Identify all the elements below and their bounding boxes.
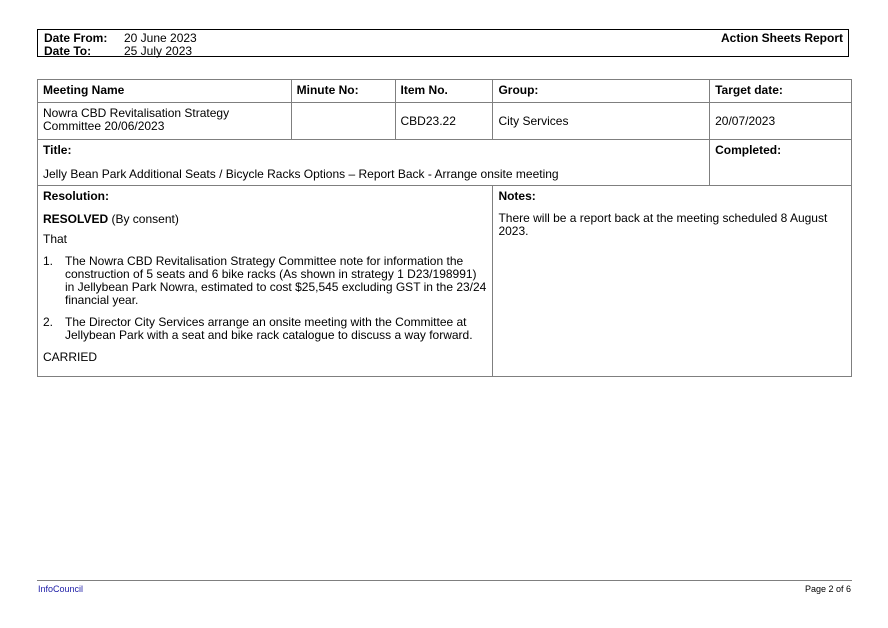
notes-text: There will be a report back at the meeting scheduled 8 August 2023.: [498, 211, 828, 238]
minute-no-value: [291, 103, 395, 140]
date-to-row: [44, 44, 192, 58]
list-item: [43, 255, 487, 307]
list-item-text: The Director City Services arrange an onsite meeting with the Committee at Jellybean Park with a seat and bike rack catalogue to discuss a way forward.: [65, 315, 473, 342]
resolved-bold: RESOLVED: [43, 212, 109, 226]
list-item: [43, 316, 487, 342]
notes-label: Notes:: [498, 189, 536, 203]
date-to-label: Date To:: [44, 44, 92, 58]
resolution-list: [43, 255, 487, 342]
date-from-row: [44, 31, 197, 45]
group-header: Group:: [493, 80, 710, 103]
action-sheet-table: [37, 79, 852, 377]
completed-cell: [710, 140, 852, 186]
footer-infocouncil: InfoCouncil: [38, 584, 84, 594]
list-item-number: 2.: [43, 315, 54, 329]
report-title: Action Sheets Report: [720, 31, 843, 45]
title-text: Jelly Bean Park Additional Seats / Bicycle Racks Options – Report Back - Arrange onsite meeting: [43, 167, 559, 181]
resolution-row: [38, 186, 852, 377]
title-row: [38, 140, 852, 186]
item-no-value: CBD23.22: [395, 103, 493, 140]
date-from-value: 20 June 2023: [124, 31, 197, 45]
completed-label: Completed:: [715, 143, 782, 157]
date-from-label: Date From:: [44, 31, 108, 45]
resolved-line: [43, 213, 487, 226]
that-text: That: [43, 232, 68, 246]
resolution-cell: [38, 186, 493, 377]
list-item-number: 1.: [43, 254, 54, 268]
values-row: [38, 103, 852, 140]
resolution-label: Resolution:: [43, 189, 109, 203]
resolved-suffix: (By consent): [108, 212, 179, 226]
header-row: [38, 80, 852, 103]
footer-divider: [37, 580, 852, 581]
carried-text: CARRIED: [43, 350, 98, 364]
target-date-header: Target date:: [710, 80, 852, 103]
group-value: City Services: [493, 103, 710, 140]
notes-cell: [493, 186, 852, 377]
title-cell: [38, 140, 710, 186]
date-to-value: 25 July 2023: [124, 44, 193, 58]
list-item-text: The Nowra CBD Revitalisation Strategy Committee note for information the construction of 5 seats and 6 bike racks (As shown in strategy 1 D23/198991) in Jellybean Park Nowra, estimated to cost $25,545 excluding GST in the 23/24 financial year.: [65, 254, 487, 307]
meeting-name-value: Nowra CBD Revitalisation Strategy Committee 20/06/2023: [38, 103, 292, 140]
minute-no-header: Minute No:: [291, 80, 395, 103]
target-date-value: 20/07/2023: [710, 103, 852, 140]
item-no-header: Item No.: [395, 80, 493, 103]
title-label: Title:: [43, 143, 72, 157]
footer-page-number: Page 2 of 6: [804, 584, 851, 594]
meeting-name-header: Meeting Name: [38, 80, 292, 103]
report-header: [37, 29, 849, 57]
